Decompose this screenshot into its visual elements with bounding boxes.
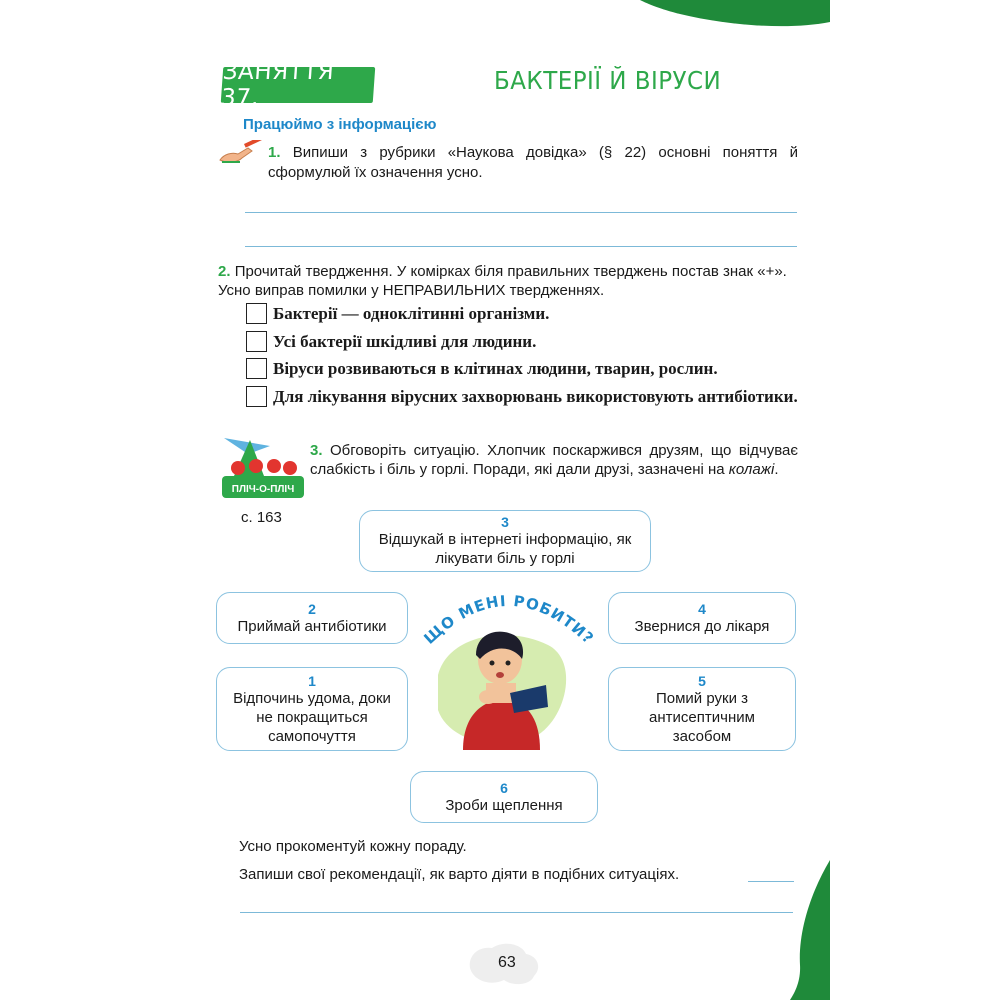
writing-hand-icon — [218, 140, 264, 166]
tip-bubble-6 — [410, 771, 598, 823]
tip-bubble-3 — [359, 510, 651, 572]
tip-number: 2 — [308, 600, 316, 617]
recommend-instruction: Запиши свої рекомендації, як варто діяти в подібних ситуаціях. — [239, 866, 680, 883]
task-2-text — [218, 262, 798, 300]
green-corner-decoration — [640, 0, 830, 28]
answer-line-2[interactable] — [245, 246, 797, 247]
tip-text: Зроби щеплення — [445, 796, 563, 814]
section-heading: Працюймо з інформацією — [243, 116, 437, 133]
statement-checkbox[interactable] — [246, 386, 267, 407]
statement-text: Віруси розвиваються в клітинах людини, тварин, рослин. — [273, 359, 718, 378]
statement-checkbox[interactable] — [246, 303, 267, 324]
tip-number: 5 — [698, 672, 706, 689]
tip-number: 1 — [308, 672, 316, 689]
task-1-instruction: Випиши з рубрики «Наукова довідка» (§ 22) основні поняття й сформулюй їх означення усно. — [268, 144, 798, 181]
task-2-number: 2. — [218, 263, 231, 280]
task-2-instruction: Прочитай твердження. У комірках біля правильних тверджень постав знак «+». Усно виправ помилки у НЕПРАВИЛЬНИХ твердженнях. — [218, 263, 787, 299]
task-1-text — [268, 143, 798, 183]
tip-text: Відшукай в інтернеті інформацію, як лікувати біль у горлі — [378, 531, 632, 567]
task-3-instruction: Обговоріть ситуацію. Хлопчик поскаржився друзям, що відчуває слабкість і біль у горлі. Поради, які дали друзі, зазначені на — [310, 442, 799, 478]
pair-work-icon — [220, 436, 306, 502]
lesson-badge: ЗАНЯТТЯ 37. — [221, 67, 376, 103]
statement-text: Усі бактерії шкідливі для людини. — [273, 332, 537, 351]
statement-checkbox[interactable] — [246, 331, 267, 352]
tip-bubble-5 — [608, 667, 796, 751]
answer-line-inline[interactable] — [748, 881, 794, 882]
tip-text: Помий руки з антисептичним засобом — [649, 689, 755, 745]
statement-text: Бактерії — одноклітинні організми. — [273, 304, 550, 323]
answer-line-3[interactable] — [240, 912, 793, 913]
tip-number: 4 — [698, 600, 706, 617]
tip-bubble-4 — [608, 592, 796, 644]
task-3-end: . — [774, 461, 779, 478]
comment-instruction: Усно прокоментуй кожну пораду. — [239, 838, 467, 855]
tip-bubble-2 — [216, 592, 408, 644]
statement-row — [246, 384, 806, 410]
statement-text: Для лікування вірусних захворювань використовують антибіотики. — [273, 387, 798, 406]
page-reference: с. 163 — [241, 509, 282, 526]
statement-checkbox[interactable] — [246, 358, 267, 379]
task-1-number: 1. — [268, 144, 281, 161]
task-3-text — [310, 441, 798, 479]
statement-row — [246, 301, 806, 327]
tip-text: Звернися до лікаря — [634, 617, 770, 635]
green-edge-decoration — [790, 860, 830, 1000]
tip-number: 3 — [501, 514, 509, 530]
collage-center-label: ЩО МЕНІ РОБИТИ? — [420, 591, 598, 648]
sick-boy-illustration — [428, 615, 578, 750]
task-3-italic: колажі — [728, 461, 775, 478]
answer-line-1[interactable] — [245, 212, 797, 213]
pair-work-label: ПЛІЧ-О-ПЛІЧ — [231, 484, 295, 495]
statement-row — [246, 356, 806, 382]
tip-bubble-1 — [216, 667, 408, 751]
statement-row — [246, 329, 806, 355]
lesson-title: БАКТЕРІЇ Й ВІРУСИ — [494, 66, 722, 95]
tip-number: 6 — [500, 779, 508, 796]
task-3-number: 3. — [310, 442, 323, 459]
tip-text: Приймай антибіотики — [237, 617, 387, 635]
tip-text: Відпочинь удома, доки не покращиться самопочуття — [233, 689, 391, 745]
page-number: 63 — [498, 954, 516, 971]
